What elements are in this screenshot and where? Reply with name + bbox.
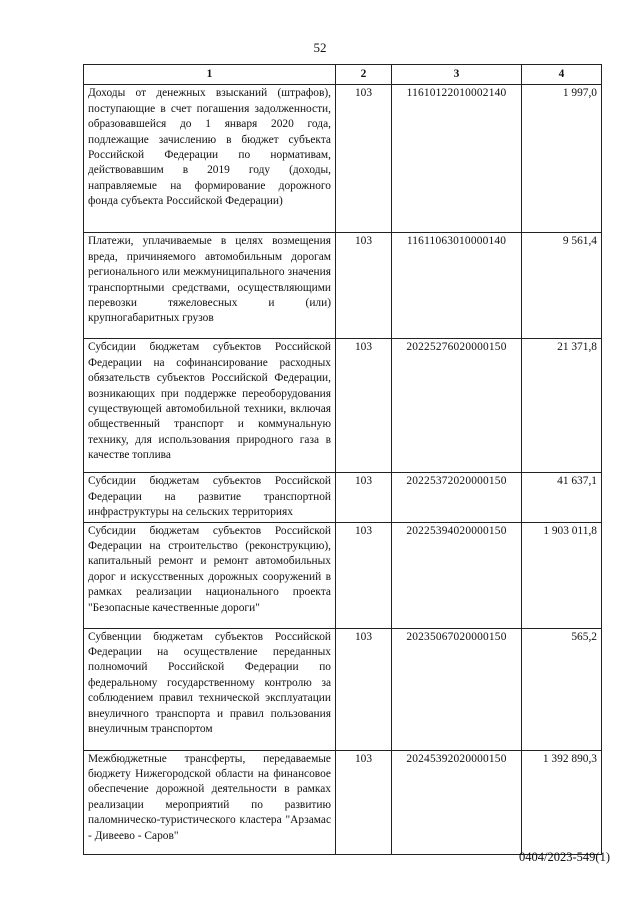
column-header-amount: 4: [522, 65, 602, 85]
admin-code-cell: 103: [336, 473, 392, 522]
amount-cell: 9 561,4: [522, 233, 602, 339]
kbk-code-cell: 20225372020000150: [392, 473, 522, 522]
kbk-code-cell: 20245392020000150: [392, 750, 522, 854]
revenue-name-cell: Субсидии бюджетам субъектов Российской Федерации на софинансирование расходных обязательств субъектов Российской Федерации, возникающих при поддержке переоборудования существующей автомобильной техники, включая общественный транспорт и коммунальную технику, для использования природного газа в качестве топлива: [84, 339, 336, 473]
table-row: [84, 85, 602, 233]
revenue-name-cell: Межбюджетные трансферты, передаваемые бюджету Нижегородской области на финансовое обеспечение дорожной деятельности в рамках реализации мероприятий по развитию паломническо-туристического кластера "Арзамас - Дивеево - Саров": [84, 750, 336, 854]
amount-cell: 41 637,1: [522, 473, 602, 522]
revenue-name-cell: Платежи, уплачиваемые в целях возмещения вреда, причиняемого автомобильным дорогам регионального или межмуниципального значения транспортными средствами, осуществляющими перевозки тяжеловесных и (или) крупногабаритных грузов: [84, 233, 336, 339]
kbk-code-cell: 11610122010002140: [392, 85, 522, 233]
table-row: [84, 339, 602, 473]
revenue-name-cell: Субвенции бюджетам субъектов Российской Федерации на осуществление переданных полномочий Российской Федерации по федеральному государственному контролю за соблюдением правил технической эксплуатации внеуличного транспорта и правил пользования внеуличным транспортом: [84, 628, 336, 750]
kbk-code-cell: 20225276020000150: [392, 339, 522, 473]
kbk-code-cell: 20235067020000150: [392, 628, 522, 750]
document-number: 0404/2023-549(1): [519, 850, 610, 864]
page-number: 52: [313, 40, 327, 55]
table-row: [84, 628, 602, 750]
admin-code-cell: 103: [336, 233, 392, 339]
amount-cell: 565,2: [522, 628, 602, 750]
column-header-kbk: 3: [392, 65, 522, 85]
kbk-code-cell: 11611063010000140: [392, 233, 522, 339]
revenue-name-cell: Доходы от денежных взысканий (штрафов), поступающие в счет погашения задолженности, образовавшейся до 1 января 2020 года, подлежащие зачислению в бюджет субъекта Российской Федерации по нормативам, действовавшим в 2019 году (доходы, направляемые на формирование дорожного фонда субъекта Российской Федерации): [84, 85, 336, 233]
kbk-code-cell: 20225394020000150: [392, 522, 522, 628]
amount-cell: 1 392 890,3: [522, 750, 602, 854]
amount-cell: 1 903 011,8: [522, 522, 602, 628]
table-row: [84, 522, 602, 628]
amount-cell: 21 371,8: [522, 339, 602, 473]
admin-code-cell: 103: [336, 339, 392, 473]
budget-revenue-table: [83, 64, 602, 855]
column-header-name: 1: [84, 65, 336, 85]
admin-code-cell: 103: [336, 85, 392, 233]
admin-code-cell: 103: [336, 750, 392, 854]
admin-code-cell: 103: [336, 628, 392, 750]
revenue-name-cell: Субсидии бюджетам субъектов Российской Федерации на развитие транспортной инфраструктуры на сельских территориях: [84, 473, 336, 522]
column-header-admin-code: 2: [336, 65, 392, 85]
table-header-row: [84, 65, 602, 85]
table-row: [84, 750, 602, 854]
table-row: [84, 233, 602, 339]
amount-cell: 1 997,0: [522, 85, 602, 233]
admin-code-cell: 103: [336, 522, 392, 628]
table-row: [84, 473, 602, 522]
revenue-name-cell: Субсидии бюджетам субъектов Российской Федерации на строительство (реконструкцию), капитальный ремонт и ремонт автомобильных дорог и искусственных дорожных сооружений в рамках реализации национального проекта "Безопасные качественные дороги": [84, 522, 336, 628]
